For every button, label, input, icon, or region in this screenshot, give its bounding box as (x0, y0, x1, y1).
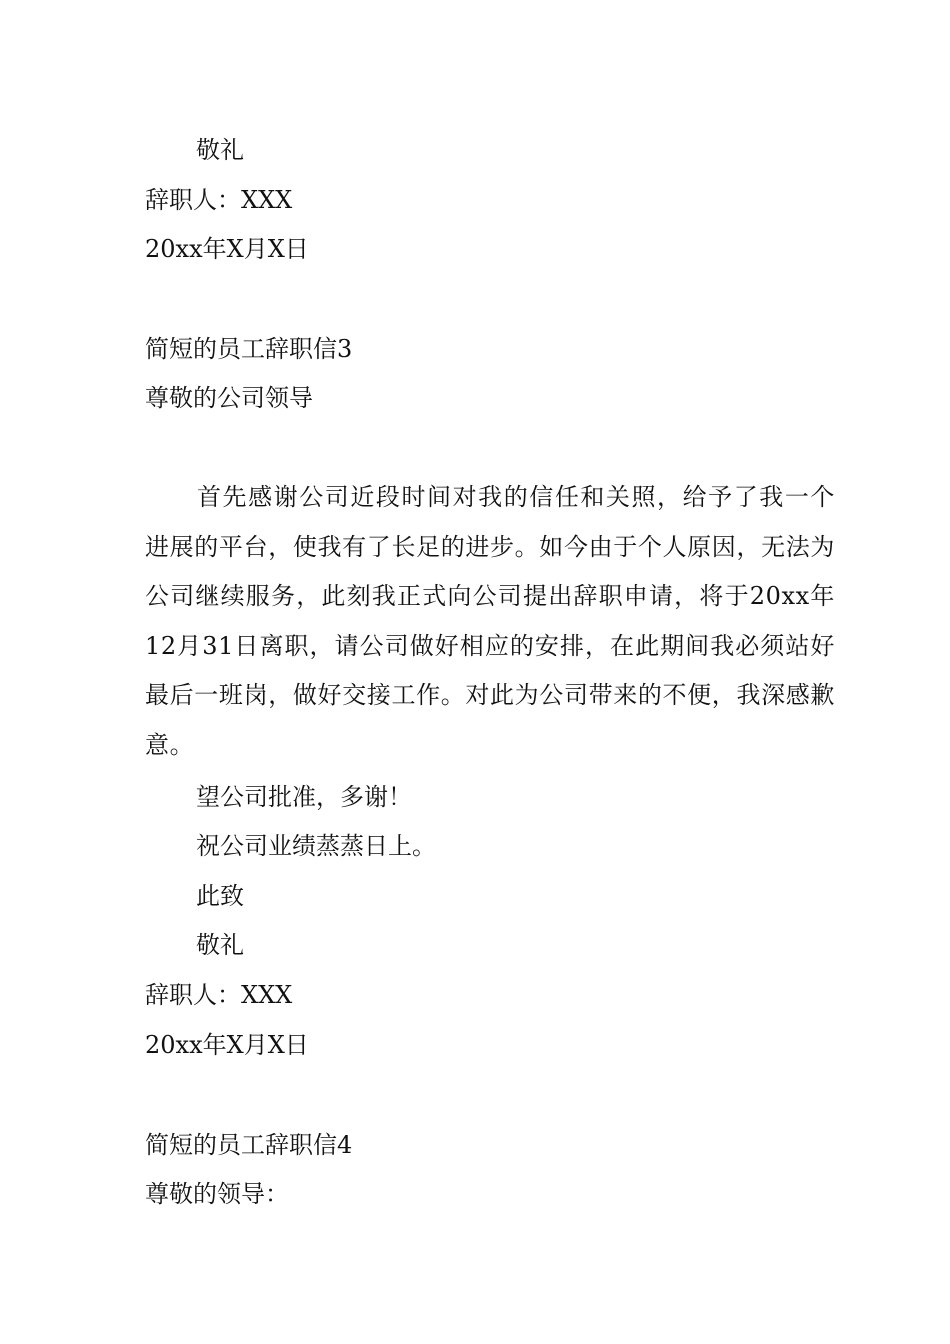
letter3-salute: 敬礼 (196, 931, 244, 959)
letter4-title: 简短的员工辞职信4 (145, 1131, 353, 1159)
letter3-body: 首先感谢公司近段时间对我的信任和关照，给予了我一个进展的平台，使我有了长足的进步。如今由于个人原因，无法为公司继续服务，此刻我正式向公司提出辞职申请，将于20xx年12月31日离职，请公司做好相应的安排，在此期间我必须站好最后一班岗，做好交接工作。对此为公司带来的不便，我深感歉意。 (145, 483, 835, 759)
letter2-salute: 敬礼 (196, 136, 244, 164)
letter2-signer: 辞职人：XXX (145, 186, 293, 214)
letter3-request: 望公司批准，多谢！ (196, 783, 412, 811)
letter3-greeting: 尊敬的公司领导 (145, 384, 313, 412)
letter3-title: 简短的员工辞职信3 (145, 335, 353, 363)
letter3-signer: 辞职人：XXX (145, 981, 293, 1009)
letter3-date: 20xx年X月X日 (145, 1031, 309, 1059)
letter3-closing: 此致 (196, 882, 244, 910)
letter3-wish: 祝公司业绩蒸蒸日上。 (196, 832, 436, 860)
letter2-date: 20xx年X月X日 (145, 235, 309, 263)
letter4-greeting: 尊敬的领导： (145, 1180, 289, 1208)
